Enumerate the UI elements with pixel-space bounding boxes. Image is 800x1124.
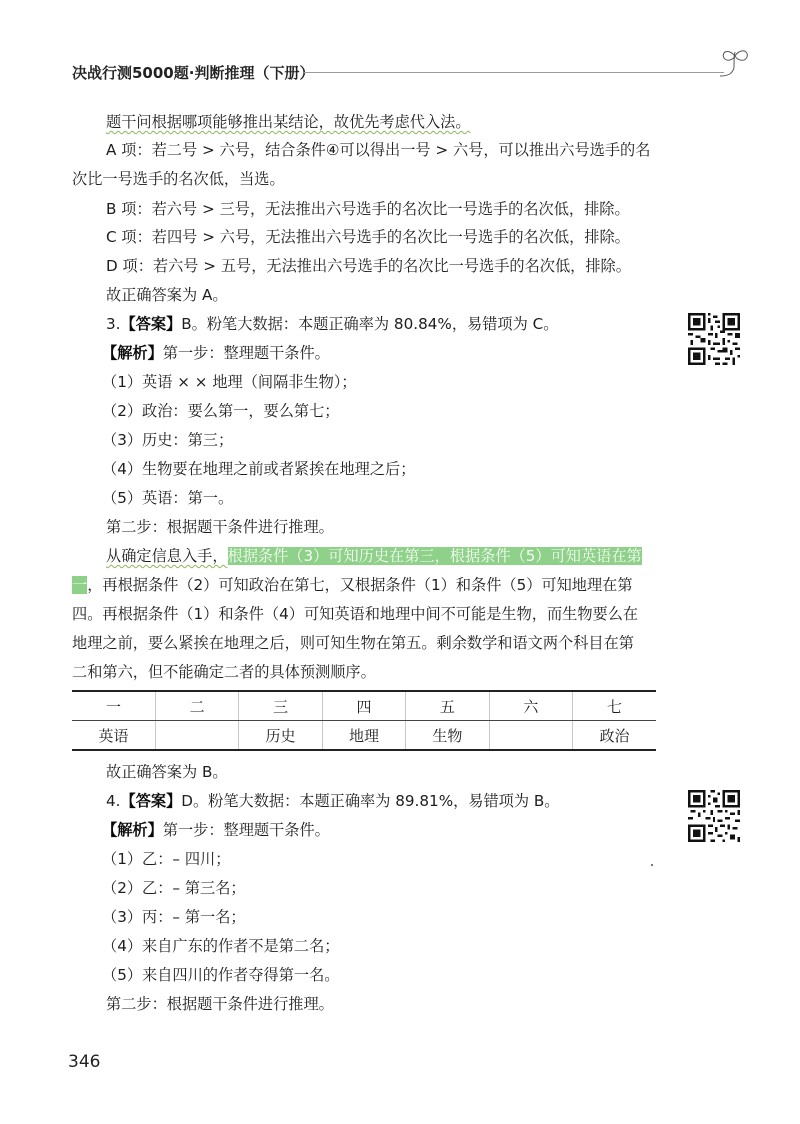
text-line: 故正确答案为 A。 [106,286,228,304]
table-cell [155,721,238,751]
answer-line: 4.【答案】D。粉笔大数据：本题正确率为 89.81%，易错项为 B。 [106,792,560,810]
reasoning-line: 从确定信息入手，根据条件（3）可知历史在第三，根据条件（5）可知英语在第 [106,547,642,565]
reasoning-line: 四。再根据条件（1）和条件（4）可知英语和地理中间不可能是生物，而生物要么在 [72,605,639,623]
table-cell: 历史 [239,721,322,751]
condition-line: （2）乙：– 第三名； [102,879,246,897]
condition-line: （4）来自广东的作者不是第二名； [102,937,340,955]
analysis-line: 【解析】第一步：整理题干条件。 [102,821,330,839]
header-rule [304,72,724,73]
condition-line: （1）乙：– 四川； [102,850,231,868]
book-title: 决战行测5000题·判断推理（下册） [72,64,315,82]
answer-tag: 【答案】 [120,315,182,333]
text-line: C 项：若四号 > 六号，无法推出六号选手的名次比一号选手的名次低，排除。 [106,228,630,246]
qr-code-icon[interactable] [688,313,740,365]
scan-speck [651,864,653,866]
table-cell: 五 [406,691,489,721]
reasoning-line: 一，再根据条件（2）可知政治在第七，又根据条件（1）和条件（5）可知地理在第 [72,576,633,594]
table-cell: 四 [322,691,405,721]
table-cell: 二 [155,691,238,721]
text-line: 题干问根据哪项能够推出某结论，故优先考虑代入法。 [106,113,471,131]
condition-line: （1）英语 × × 地理（间隔非生物）； [102,373,357,391]
table-cell: 七 [573,691,656,721]
analysis-tag: 【解析】 [102,344,163,362]
condition-line: （3）丙：– 第一名； [102,908,246,926]
analysis-line: 【解析】第一步：整理题干条件。 [102,344,330,362]
answer-tag: 【答案】 [120,792,182,810]
text-line: B 项：若六号 > 三号，无法推出六号选手的名次比一号选手的名次低，排除。 [106,200,630,218]
running-header [72,62,752,92]
table-cell: 政治 [573,721,656,751]
reasoning-line: 二和第六，但不能确定二者的具体预测顺序。 [72,663,376,681]
condition-line: （2）政治：要么第一，要么第七； [102,402,340,420]
page-number: 346 [68,1052,101,1072]
order-table [72,690,656,751]
step-line: 第二步：根据题干条件进行推理。 [106,518,334,536]
table-cell: 一 [72,691,155,721]
table-header-row [72,691,656,721]
condition-line: （4）生物要在地理之前或者紧挨在地理之后； [102,460,416,478]
analysis-tag: 【解析】 [102,821,163,839]
reasoning-line: 地理之前，要么紧挨在地理之后，则可知生物在第五。剩余数学和语文两个科目在第 [72,634,634,652]
table-cell: 三 [239,691,322,721]
text-line: 故正确答案为 B。 [106,763,228,781]
highlighted-text: 一 [72,576,88,594]
answer-line: 3.【答案】B。粉笔大数据：本题正确率为 80.84%，易错项为 C。 [106,315,559,333]
table-cell [489,721,572,751]
condition-line: （3）历史：第三； [102,431,234,449]
step-line: 第二步：根据题干条件进行推理。 [106,995,334,1013]
condition-line: （5）来自四川的作者夺得第一名。 [102,966,340,984]
sprout-icon [718,46,752,82]
text-line: D 项：若六号 > 五号，无法推出六号选手的名次比一号选手的名次低，排除。 [106,257,631,275]
text-line: A 项：若二号 > 六号，结合条件④可以得出一号 > 六号，可以推出六号选手的名 [106,141,651,159]
table-cell: 六 [489,691,572,721]
table-cell: 地理 [322,721,405,751]
table-cell: 英语 [98,726,129,745]
text-line: 次比一号选手的名次低，当选。 [72,170,285,188]
highlighted-text: 根据条件（3）可知历史在第三，根据条件（5）可知英语在第 [227,547,642,565]
table-cell: 生物 [406,721,489,751]
qr-code-icon[interactable] [688,790,740,842]
condition-line: （5）英语：第一。 [102,489,234,507]
table-row [72,721,656,751]
